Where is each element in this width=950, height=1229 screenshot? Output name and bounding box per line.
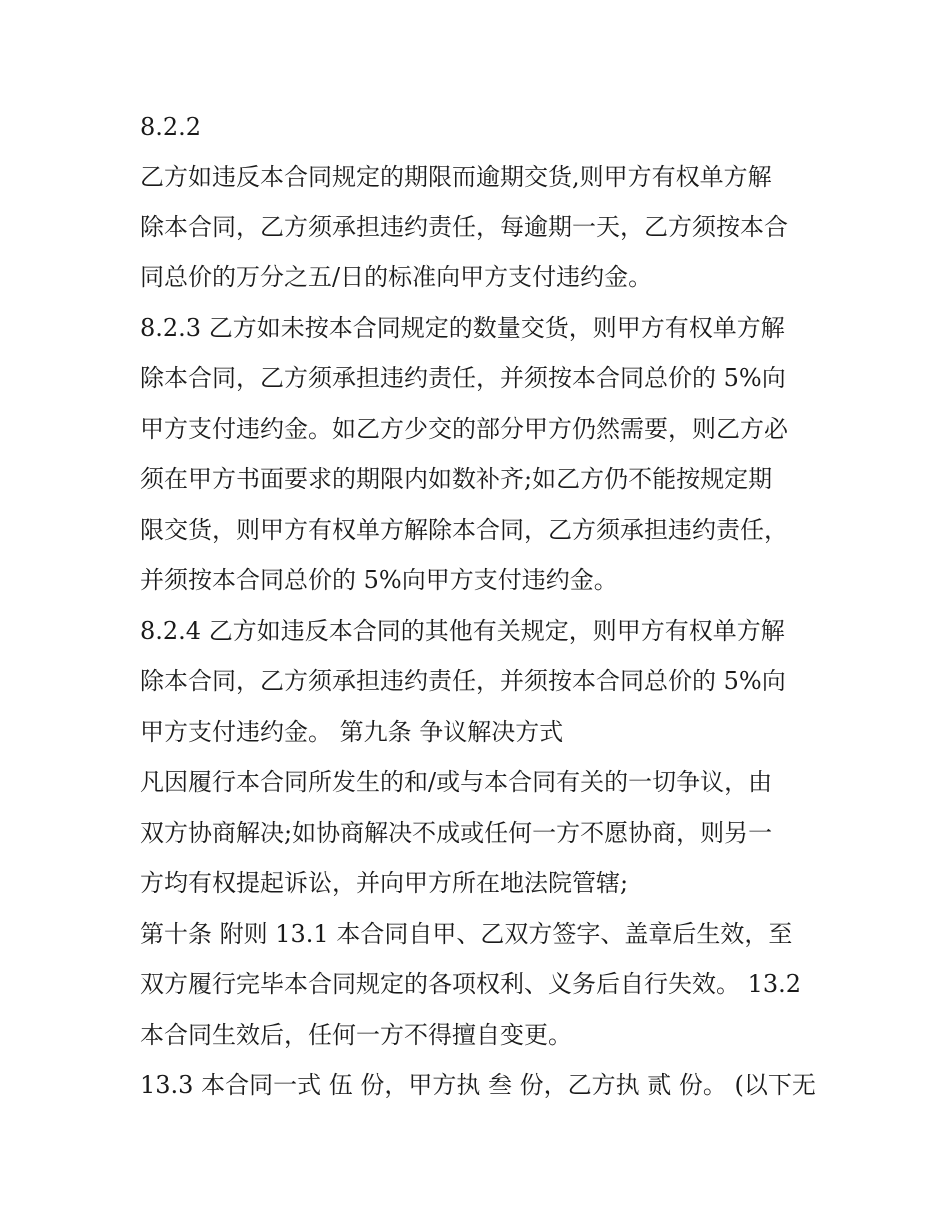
text-line: 13.3 本合同一式 伍 份，甲方执 叁 份，乙方执 贰 份。 (以下无 [140, 1071, 816, 1099]
text-line: 同总价的万分之五/日的标准向甲方支付违约金。 [140, 263, 653, 291]
text-line: 除本合同，乙方须承担违约责任，并须按本合同总价的 5%向 [140, 364, 786, 392]
text-line: 甲方支付违约金。 第九条 争议解决方式 [140, 718, 564, 746]
text-line: 并须按本合同总价的 5%向甲方支付违约金。 [140, 566, 618, 594]
text-line: 除本合同，乙方须承担违约责任，每逾期一天，乙方须按本合 [140, 213, 788, 241]
clause-heading-8-2-2: 8.2.2 [140, 113, 202, 141]
text-line: 乙方如违反本合同规定的期限而逾期交货,则甲方有权单方解 [140, 163, 772, 191]
text-line: 须在甲方书面要求的期限内如数补齐;如乙方仍不能按规定期 [140, 465, 773, 493]
text-line: 除本合同，乙方须承担违约责任，并须按本合同总价的 5%向 [140, 667, 786, 695]
text-line: 双方履行完毕本合同规定的各项权利、义务后自行失效。 13.2 [140, 970, 802, 998]
text-line: 8.2.4 乙方如违反本合同的其他有关规定，则甲方有权单方解 [140, 617, 785, 645]
text-line: 本合同生效后，任何一方不得擅自变更。 [140, 1021, 572, 1049]
text-line: 限交货，则甲方有权单方解除本合同，乙方须承担违约责任， [140, 516, 788, 544]
text-line: 甲方支付违约金。如乙方少交的部分甲方仍然需要，则乙方必 [140, 415, 788, 443]
text-line: 8.2.3 乙方如未按本合同规定的数量交货，则甲方有权单方解 [140, 314, 785, 342]
text-line: 双方协商解决;如协商解决不成或任何一方不愿协商，则另一 [140, 819, 773, 847]
text-line: 方均有权提起诉讼，并向甲方所在地法院管辖; [140, 869, 629, 897]
text-line: 第十条 附则 13.1 本合同自甲、乙双方签字、盖章后生效，至 [140, 920, 793, 948]
text-line: 凡因履行本合同所发生的和/或与本合同有关的一切争议，由 [140, 768, 773, 796]
